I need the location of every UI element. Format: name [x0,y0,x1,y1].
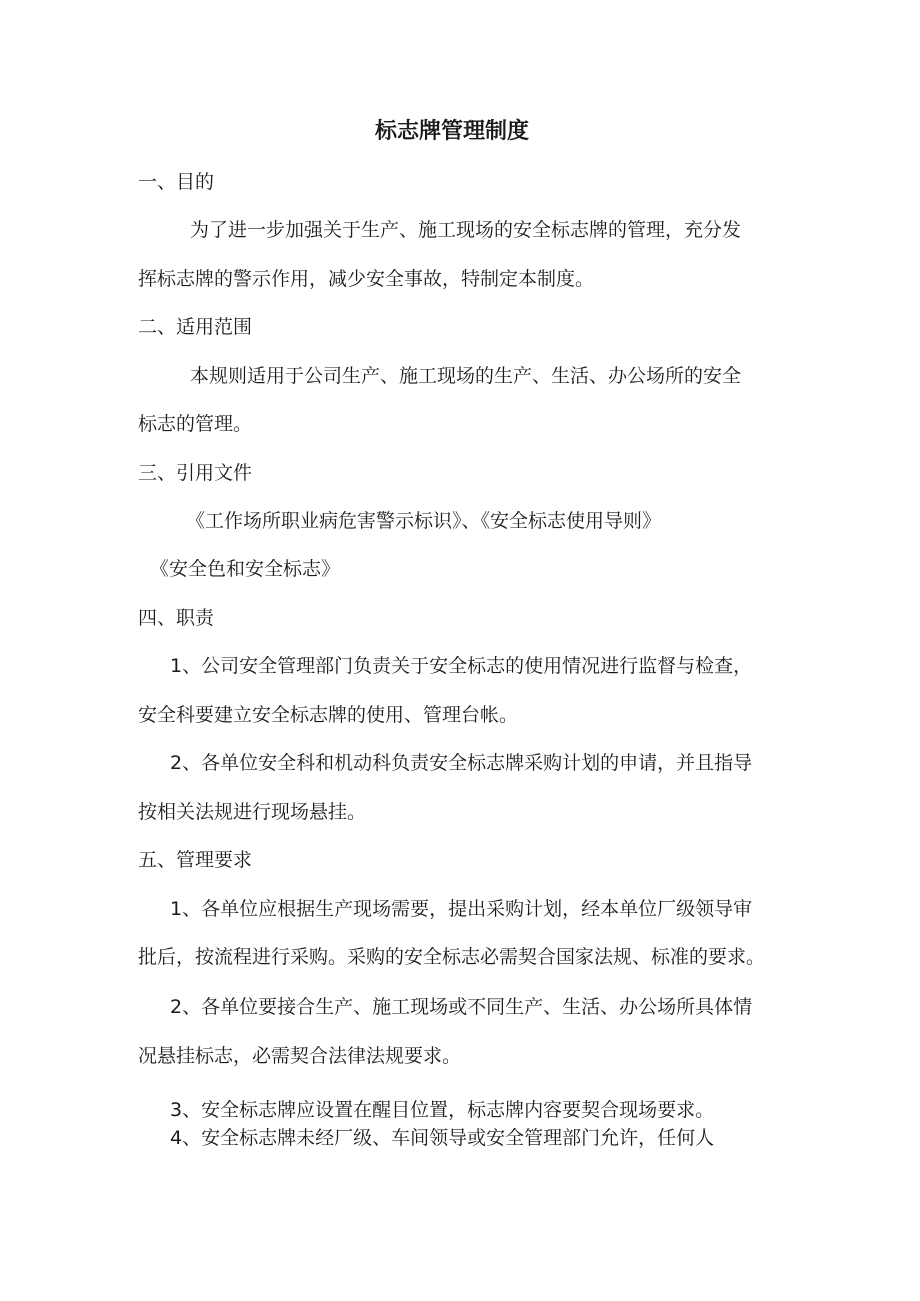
paragraph-line: 挥标志牌的警示作用，减少安全事故，特制定本制度。 [138,268,595,290]
section-heading-scope: 二、适用范围 [138,316,253,338]
paragraph-line: 为了进一步加强关于生产、施工现场的安全标志牌的管理，充分发 [190,219,742,241]
paragraph-line: 1、公司安全管理部门负责关于安全标志的使用情况进行监督与检查， [170,655,753,677]
paragraph-line: 批后，按流程进行采购。采购的安全标志必需契合国家法规、标准的要求。 [138,946,766,968]
paragraph-line: 2、各单位要接合生产、施工现场或不同生产、生活、办公场所具体情 [170,996,753,1018]
reference-line: 《工作场所职业病危害警示标识》、《安全标志使用导则》 [186,510,662,532]
page-title: 标志牌管理制度 [375,119,530,144]
paragraph-line: 安全科要建立安全标志牌的使用、管理台帐。 [138,704,519,726]
paragraph-line: 况悬挂标志，必需契合法律法规要求。 [138,1045,462,1067]
paragraph-line: 2、各单位安全科和机动科负责安全标志牌采购计划的申请，并且指导 [170,752,753,774]
section-heading-duties: 四、职责 [138,607,215,629]
paragraph-line: 4、安全标志牌未经厂级、车间领导或安全管理部门允许，任何人 [170,1127,715,1149]
paragraph-line: 按相关法规进行现场悬挂。 [138,801,367,823]
paragraph-line: 1、各单位应根据生产现场需要，提出采购计划，经本单位厂级领导审 [170,898,753,920]
reference-line: 《安全色和安全标志》 [150,558,341,580]
paragraph-line: 标志的管理。 [138,413,253,435]
paragraph-line: 本规则适用于公司生产、施工现场的生产、生活、办公场所的安全 [190,365,742,387]
section-heading-purpose: 一、目的 [138,171,215,193]
section-heading-references: 三、引用文件 [138,462,253,484]
paragraph-line: 3、安全标志牌应设置在醒目位置，标志牌内容要契合现场要求。 [170,1099,715,1121]
section-heading-requirements: 五、管理要求 [138,849,253,871]
